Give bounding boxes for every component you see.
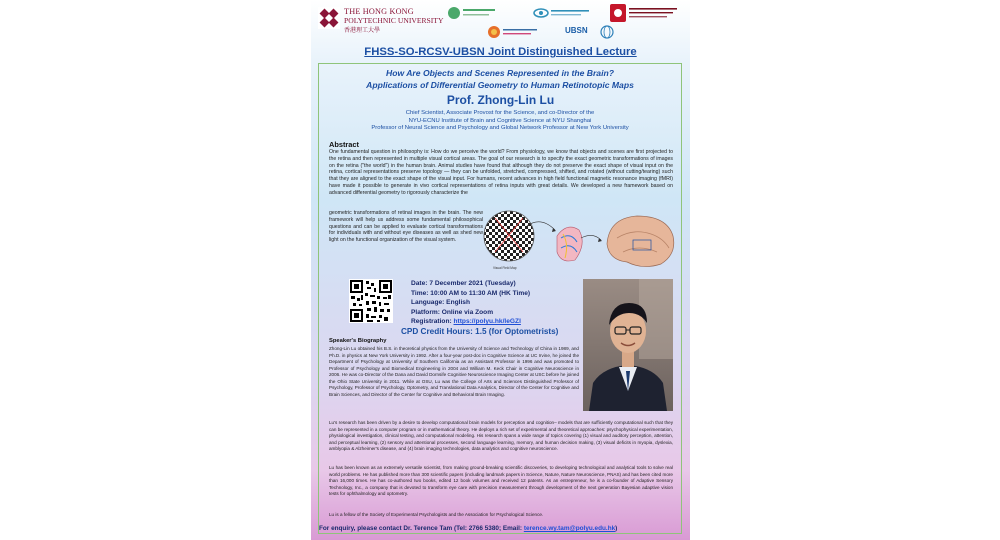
polyu-name-line2: POLYTECHNIC UNIVERSITY	[344, 16, 444, 25]
polyu-logo	[317, 4, 445, 34]
school-logo-icon	[487, 24, 539, 42]
rcsv-logo-icon	[609, 3, 681, 25]
affiliation-line: Chief Scientist, Associate Provost for the Science, and co-Director of the	[405, 110, 595, 116]
talk-title	[319, 68, 681, 91]
biography-paragraph-1: Zhong-Lin Lu obtained his B.S. in theoretical physics from the University of Science and Technology of China in 1989, and Ph.D. in physics at New York University in 1992. After a four-year post-doc in Cognitive Science at UC Irvine, he joined the Department of Psychology at University of Southern California as an Assistant Professor in 1996 and was promoted to Professor of Psychology and Biomedical Engineering in 2004 and William M. Keck Chair in Cognitive Neuroscience in 2006. He was co-Director of the Dana and David Dornsife Cognitive Neuroscience Imaging Center at USC before he joined the Ohio State University in 2011. While at OSU, Lu was the College of Arts and Sciences Distinguished Professor of Psychology, Professor of Psychology, Optometry, and Translational Data Analytics, Director of the Center for Cognitive and Brain Sciences, and Director of the Center for Cognitive and Behavioral Brain Imaging.	[329, 346, 579, 397]
event-language: Language: English	[411, 299, 470, 307]
event-date: Date: 7 December 2021 (Tuesday)	[411, 280, 516, 287]
ubsn-logo	[563, 24, 623, 40]
registration-qr-code[interactable]	[349, 279, 393, 323]
affiliation-line: NYU-ECNU Institute of Brain and Cognitive Science at NYU Shanghai	[408, 117, 592, 124]
speaker-photo	[583, 279, 673, 411]
abstract-heading: Abstract	[329, 140, 359, 149]
enquiry-close: )	[615, 525, 618, 532]
event-details	[411, 279, 530, 327]
speaker-name: Prof. Zhong-Lin Lu	[446, 93, 555, 107]
talk-title-line2: Applications of Differential Geometry to Human Retinotopic Maps	[366, 79, 634, 90]
abstract-text: One fundamental question in philosophy is: How do we perceive the world? From physiology, we know that objects and scenes are first projected to the retina and then represented in multiple visual cortical areas. The goal of our research is to specify the exact geometric transformations of images on the retina ("the world") in the human brain. Animal studies have found that although they do not preserve the exact shape of visual input on the retina, cortical representations preserve topology — they can be unfolded, stretched, compressed, shifted, and rotated (without cutting/tearing) such that they are aligned to the exact shape of the visual input. For humans, recent advances in high field functional magnetic resonance imaging (fMRI) have made it possible to generate in vivo cortical representations of retina inputs with great details. We developed a new framework based on advanced differential geometry to rigorously characterize the	[329, 149, 673, 196]
biography-paragraph-2: Lu's research has been driven by a desire to develop computational brain models for perception and cognition– models that are sufficiently computational such that they can be represented in a computer program or in mathematical theory. He deploys a rich set of experimental and theoretical approaches: psychophysical experimentation, physiological investigation, clinical testing, and computational modeling. His research spans a wide range of topics covering (1) visual and auditory perception, attention, and perceptual learning, (2) sensory and attentional processes, second language learning, memory, and human decision making, (3) visual deficits in myopia, dyslexia, amblyopia & Alzheimer's disease, and (4) brain imaging technologies, data analytics and cognitive neuroscience.	[329, 420, 673, 452]
cpd-credit-hours: CPD Credit Hours: 1.5 (for Optometrists)	[401, 327, 559, 336]
event-time: Time: 10:00 AM to 11:30 AM (HK Time)	[411, 289, 531, 297]
logo-bar	[311, 0, 690, 44]
polyu-name-line1: THE HONG KONG	[344, 7, 414, 16]
event-registration	[411, 317, 530, 327]
abstract-text-continued: geometric transformations of retinal images in the brain. The new framework will help us address some fundamental philosophical questions and can be applied to evaluate cortical transformations for individuals with and without eye diseases as well as shed new light on the functional organization of the visual system.	[329, 210, 483, 244]
poster	[311, 0, 690, 540]
enquiry-email-link[interactable]: terence.wy.tam@polyu.edu.hk	[523, 525, 616, 532]
biography-paragraph-3: Lu has been known as an extremely versatile scientist, from making ground-breaking scientific discoveries, to developing technological and analytical tools to solve real world problems. He has published more than 300 scientific papers (including landmark papers in Science, Nature, Nature Neuroscience, PNAS) and has been cited more than 16,000 times. He has co-authored two books, edited 12 book volumes and received 12 patents. As an entrepreneur, he is a co-founder of Adaptive Sensory Technology, Inc., a company that is devoted to transform eye care with precision measurement through development of the next generation Bayesian adaptive vision tests for ophthalmology and optometry.	[329, 465, 673, 497]
talk-title-line1: How Are Objects and Scenes Represented in the Brain?	[386, 68, 614, 78]
optometry-logo-icon	[533, 5, 591, 21]
cortical-surface-patch	[557, 227, 582, 261]
biography-paragraph-4: Lu is a fellow of the Society of Experimental Psychologists and the Association for Psychological Science.	[329, 512, 544, 517]
polyu-name-chinese: 香港理工大學	[344, 27, 381, 34]
enquiry-line	[319, 525, 617, 532]
figure-caption: Visual Field Map	[493, 266, 517, 270]
retinotopic-map-figure	[483, 208, 678, 272]
polyu-emblem-icon	[317, 6, 341, 30]
biography-heading: Speaker's Biography	[329, 338, 387, 344]
speaker-affiliations	[319, 110, 681, 133]
ubsn-text: UBSN	[565, 26, 588, 35]
enquiry-text: For enquiry, please contact Dr. Terence Tam (Tel: 2766 5380; Email:	[319, 525, 524, 532]
registration-label: Registration:	[411, 318, 454, 326]
event-platform: Platform: Online via Zoom	[411, 308, 494, 316]
affiliation-line: Professor of Neural Science and Psychology and Global Network Professor at New York University	[371, 125, 629, 132]
fhss-logo-icon	[447, 4, 497, 22]
lecture-title: FHSS-SO-RCSV-UBSN Joint Distinguished Lecture	[364, 46, 637, 58]
registration-link[interactable]: https://polyu.hk/leGZI	[453, 318, 521, 326]
